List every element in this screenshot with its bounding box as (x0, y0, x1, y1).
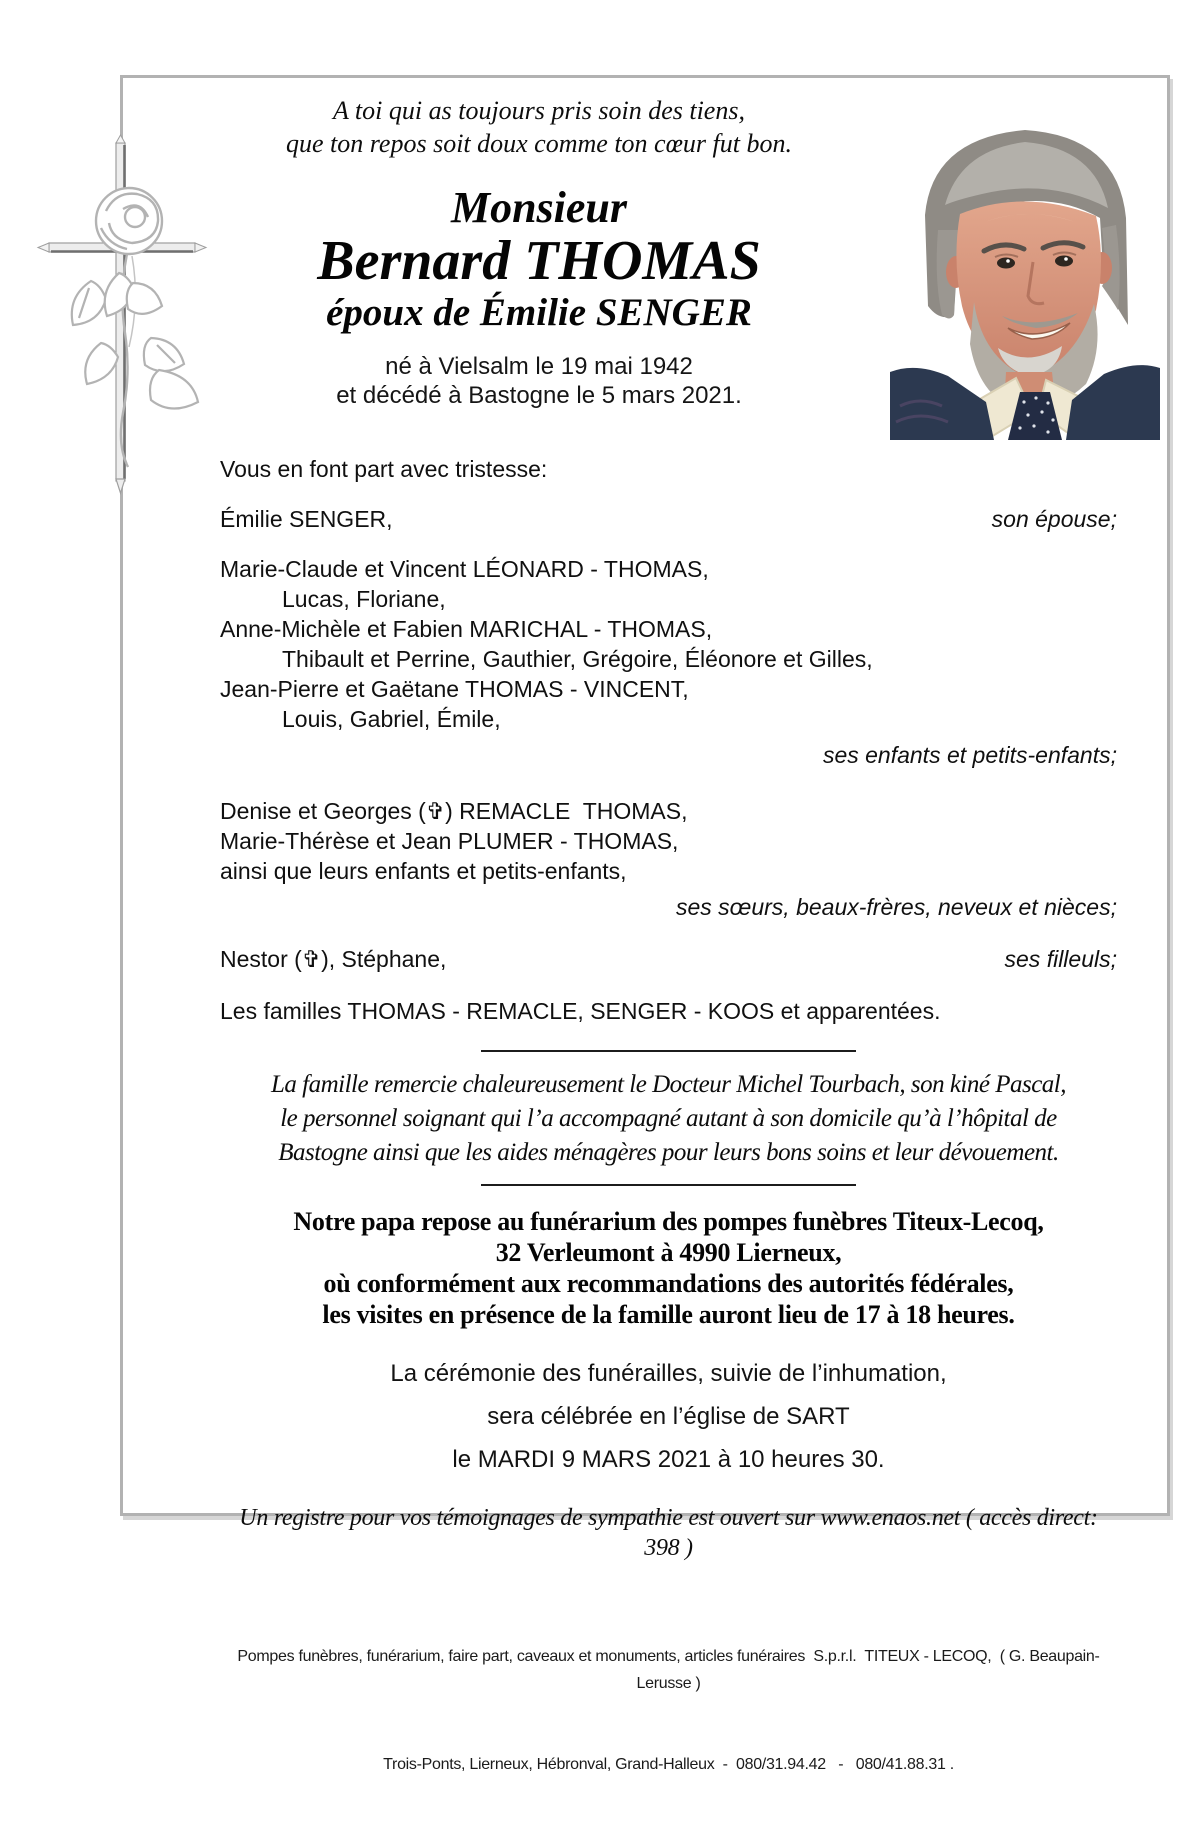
mourner-role-children: ses enfants et petits-enfants; (822, 742, 1117, 768)
mourner-role-godsons: ses filleuls; (1004, 946, 1117, 972)
epigraph-line-2: que ton repos soit doux comme ton cœur fut bon. (286, 129, 792, 158)
mourner-row-godsons (220, 944, 1117, 974)
mourner-row: ainsi que leurs enfants et petits-enfants, (220, 858, 627, 884)
mourner-row: Lucas, Floriane, (282, 586, 446, 612)
families-line: Les familles THOMAS - REMACLE, SENGER - KOOS et apparentées. (220, 998, 941, 1024)
mourner-name: Nestor (✞), Stéphane, (220, 946, 447, 972)
footer-line-1: Pompes funèbres, funérarium, faire part, caveaux et monuments, articles funéraires S.p.r.l. TITEUX - LECOQ, ( G. Beaupain-Lerusse ) (237, 1648, 1100, 1692)
funerarium-line-3: où conformément aux recommandations des autorités fédérales, (323, 1269, 1014, 1298)
online-register-line: Un registre pour vos témoignages de sympathie est ouvert sur www.enaos.net ( accès direct: 398 ) (239, 1505, 1104, 1561)
cross-rose-decoration (31, 133, 211, 533)
thanks-line-1: La famille remercie chaleureusement le Docteur Michel Tourbach, son kiné Pascal, (271, 1071, 1066, 1098)
memorial-card-frame (120, 75, 1170, 1773)
ceremony-line-2: sera célébrée en l’église de SART (487, 1403, 850, 1430)
mourner-row: Louis, Gabriel, Émile, (282, 706, 501, 732)
ceremony-details (220, 1352, 1117, 1481)
mourner-row: Anne-Michèle et Fabien MARICHAL - THOMAS, (220, 616, 713, 642)
divider-line (481, 1184, 856, 1186)
deceased-name: Bernard THOMAS (317, 230, 761, 292)
funerarium-line-2: 32 Verleumont à 4990 Lierneux, (495, 1238, 842, 1267)
birth-line: né à Vielsalm le 19 mai 1942 (385, 353, 693, 380)
header-text-column (123, 78, 890, 440)
mourner-role-siblings: ses sœurs, beaux-frères, neveux et nièces; (675, 894, 1117, 920)
divider-line (481, 1050, 856, 1052)
death-line: et décédé à Bastogne le 5 mars 2021. (336, 382, 742, 409)
mourner-row: Jean-Pierre et Gaëtane THOMAS - VINCENT, (220, 676, 689, 702)
mourner-row-spouse (220, 504, 1117, 534)
epigraph (188, 94, 890, 160)
mourner-row: Denise et Georges (✞) REMACLE THOMAS, (220, 798, 688, 824)
header-section (123, 78, 1167, 440)
epigraph-line-1: A toi qui as toujours pris soin des tiens, (333, 96, 745, 125)
spouse-line: époux de Émilie SENGER (326, 291, 752, 334)
mourners-section (123, 454, 1167, 1832)
mourner-role-spouse: son épouse; (991, 506, 1117, 532)
mourner-row: Marie-Claude et Vincent LÉONARD - THOMAS, (220, 556, 709, 582)
rose-leaves (72, 273, 198, 409)
thanks-line-3: Bastogne ainsi que les aides ménagères pour leurs bons soins et leur dévouement. (278, 1139, 1059, 1166)
funerarium-line-1: Notre papa repose au funérarium des pompes funèbres Titeux-Lecoq, (293, 1207, 1044, 1236)
funerarium-line-4: les visites en présence de la famille auront lieu de 17 à 18 heures. (322, 1300, 1015, 1329)
civility-title: Monsieur (450, 183, 628, 232)
footer-line-2: Trois-Ponts, Lierneux, Hébronval, Grand-Halleux - 080/31.94.42 - 080/41.88.31 . (383, 1756, 954, 1773)
funeral-home-footer (220, 1589, 1117, 1832)
rose-icon (96, 188, 162, 254)
ceremony-line-1: La cérémonie des funérailles, suivie de l’inhumation, (390, 1360, 947, 1387)
funerarium-notice (220, 1206, 1117, 1330)
mourner-row: Thibault et Perrine, Gauthier, Grégoire, Éléonore et Gilles, (282, 646, 873, 672)
deceased-portrait-photo (890, 110, 1160, 440)
mourner-row: Marie-Thérèse et Jean PLUMER - THOMAS, (220, 828, 679, 854)
thanks-paragraph (220, 1068, 1117, 1170)
birth-death-info (188, 352, 890, 410)
mourner-name: Émilie SENGER, (220, 506, 393, 532)
thanks-line-2: le personnel soignant qui l’a accompagné autant à son domicile qu’à l’hôpital de (280, 1105, 1057, 1132)
ceremony-line-3: le MARDI 9 MARS 2021 à 10 heures 30. (452, 1446, 885, 1473)
intro-line: Vous en font part avec tristesse: (220, 456, 548, 482)
